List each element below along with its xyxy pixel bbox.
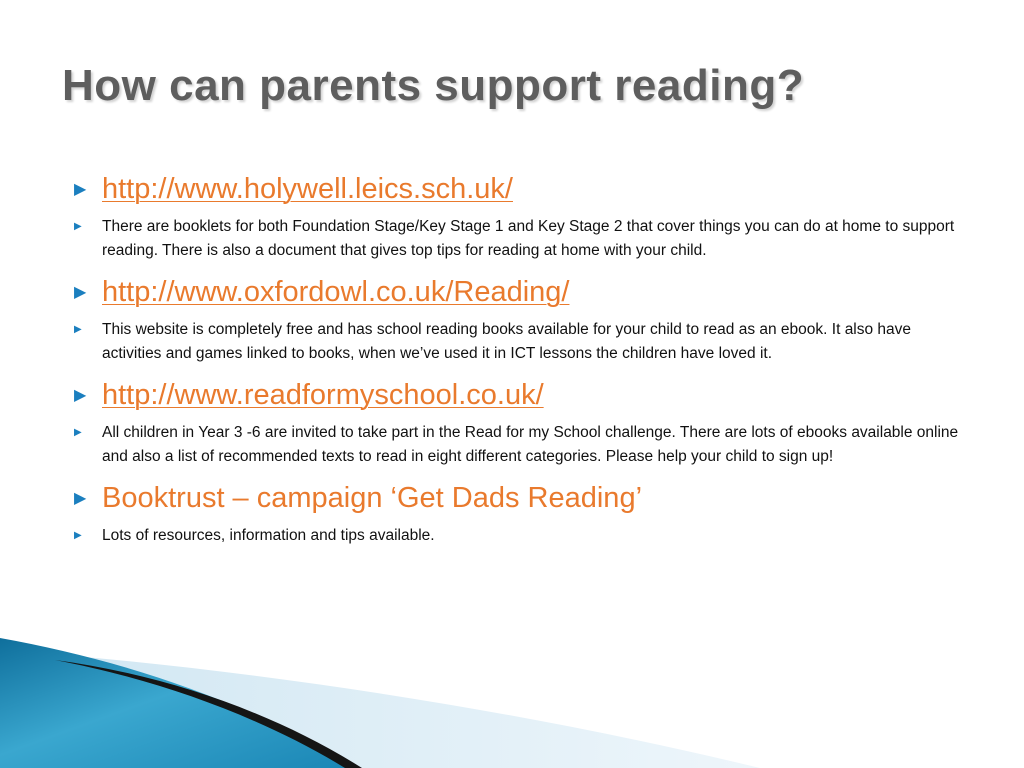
booktrust-heading: Booktrust – campaign ‘Get Dads Reading’ bbox=[102, 482, 643, 514]
list-item-oxfordowl-description bbox=[74, 318, 964, 366]
booktrust-description: Lots of resources, information and tips available. bbox=[102, 527, 435, 544]
triangle-bullet-icon: ▶ bbox=[74, 221, 82, 232]
triangle-bullet-icon: ▶ bbox=[74, 530, 82, 541]
triangle-bullet-icon: ▶ bbox=[74, 181, 87, 198]
readformyschool-description: All children in Year 3 -6 are invited to take part in the Read for my School challenge. There are lots of ebooks available online and also a list of recommended texts to read in eight different categories. Please help your child to sign up! bbox=[102, 424, 959, 465]
list-item-oxfordowl bbox=[74, 275, 964, 310]
triangle-bullet-icon: ▶ bbox=[74, 427, 82, 438]
bullet-list bbox=[74, 172, 964, 560]
oxfordowl-link[interactable]: http://www.oxfordowl.co.uk/Reading/ bbox=[102, 276, 570, 308]
holywell-link[interactable]: http://www.holywell.leics.sch.uk/ bbox=[102, 173, 513, 205]
corner-swoosh-decoration bbox=[0, 638, 1024, 768]
list-item-readformyschool-description bbox=[74, 421, 964, 469]
list-item-holywell-description bbox=[74, 215, 964, 263]
oxfordowl-description: This website is completely free and has school reading books available for your child to read as an ebook. It also have activities and games linked to books, when we’ve used it in ICT lessons the children have loved it. bbox=[102, 321, 912, 362]
list-item-booktrust-description bbox=[74, 524, 964, 548]
list-item-readformyschool bbox=[74, 378, 964, 413]
holywell-description: There are booklets for both Foundation Stage/Key Stage 1 and Key Stage 2 that cover things you can do at home to support reading. There is also a document that gives top tips for reading at home with your child. bbox=[102, 218, 955, 259]
triangle-bullet-icon: ▶ bbox=[74, 387, 87, 404]
triangle-bullet-icon: ▶ bbox=[74, 324, 82, 335]
list-item-holywell bbox=[74, 172, 964, 207]
readformyschool-link[interactable]: http://www.readformyschool.co.uk/ bbox=[102, 379, 544, 411]
triangle-bullet-icon: ▶ bbox=[74, 284, 87, 301]
slide-title: How can parents support reading? bbox=[62, 61, 805, 110]
list-item-booktrust bbox=[74, 481, 964, 516]
triangle-bullet-icon: ▶ bbox=[74, 490, 87, 507]
